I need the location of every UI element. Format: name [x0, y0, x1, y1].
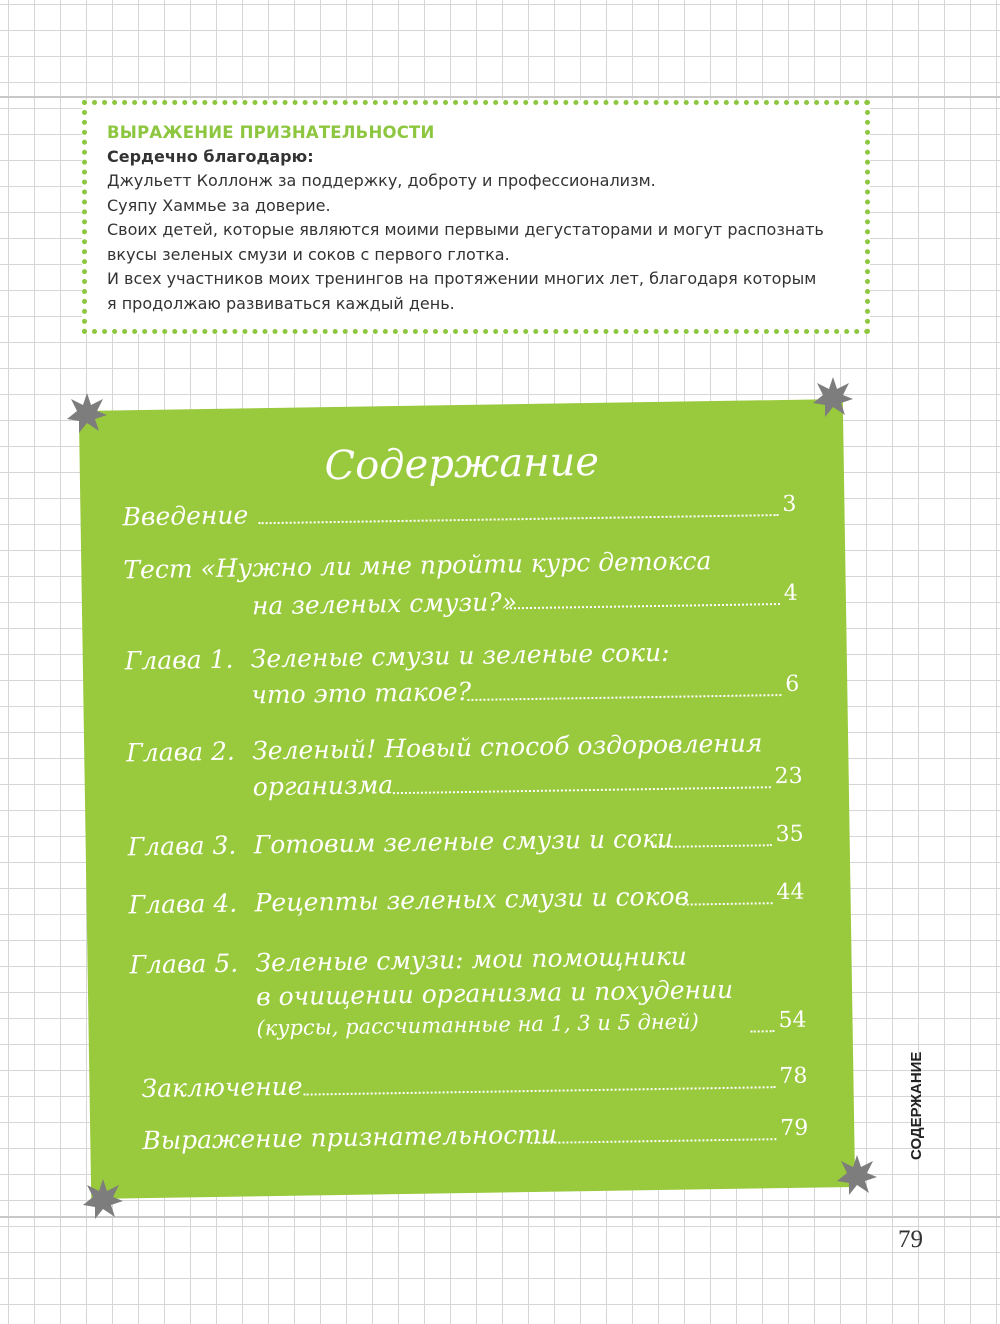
acknowledgements-subtitle: Сердечно благодарю: — [107, 147, 314, 166]
toc-page-number: 23 — [774, 763, 803, 790]
acknowledgements-line: Суяпу Хаммье за доверие. — [107, 195, 331, 215]
acknowledgements-line: вкусы зеленых смузи и соков с первого глотка. — [107, 244, 510, 264]
section-side-label: СОДЕРЖАНИЕ — [908, 1051, 925, 1160]
star-icon — [812, 376, 854, 418]
toc-entry-label: Готовим зеленые смузи и соки — [253, 823, 674, 860]
toc-chapter-label: Глава 4. — [128, 888, 238, 920]
toc-entry-label: Тест «Нужно ли мне пройти курс детокса — [123, 546, 712, 585]
toc-chapter-label: Глава 1. — [124, 644, 234, 676]
toc-page-number: 3 — [782, 491, 797, 518]
toc-entry-label: Зеленые смузи и зеленые соки: — [250, 637, 670, 674]
acknowledgements-box — [82, 100, 870, 334]
acknowledgements-line: я продолжаю развиваться каждый день. — [107, 293, 455, 313]
table-of-contents-card — [79, 399, 855, 1199]
toc-entry-label: на зеленых смузи?» — [251, 587, 518, 621]
toc-leader-dots — [530, 1138, 776, 1144]
toc-page-number: 54 — [778, 1007, 807, 1034]
toc-entry-label: Заключение — [141, 1071, 303, 1104]
toc-leader-dots — [751, 1030, 775, 1032]
acknowledgements-line: Своих детей, которые являются моими первыми дегустаторами и могут распознать — [107, 220, 824, 239]
toc-leader-dots — [304, 1086, 776, 1095]
toc-chapter-label: Глава 2. — [126, 736, 236, 768]
toc-page-number: 35 — [775, 821, 804, 848]
toc-leader-dots — [467, 694, 781, 701]
bottom-rule — [0, 1216, 1000, 1218]
toc-chapter-label: Глава 3. — [127, 830, 237, 862]
top-rule — [0, 96, 1000, 98]
toc-leader-dots — [506, 603, 780, 609]
acknowledgements-line: Джульетт Коллонж за поддержку, доброту и профессионализм. — [107, 171, 656, 190]
toc-title: Содержание — [324, 438, 600, 490]
acknowledgements-line: И всех участников моих тренингов на протяжении многих лет, благодаря которым — [107, 269, 817, 288]
toc-entry-label: организма — [252, 770, 394, 802]
toc-page-number: 6 — [785, 671, 800, 697]
acknowledgements-title: ВЫРАЖЕНИЕ ПРИЗНАТЕЛЬНОСТИ — [107, 123, 435, 142]
toc-entry-label: Введение — [122, 500, 249, 532]
star-icon — [82, 1178, 124, 1220]
toc-page-number: 4 — [783, 580, 799, 606]
toc-entry-label: Выражение признательности — [142, 1119, 558, 1156]
toc-leader-dots — [393, 786, 771, 794]
toc-page-number: 44 — [776, 879, 805, 906]
toc-leader-dots — [683, 902, 773, 905]
toc-entry-label: что это такое? — [251, 676, 472, 710]
toc-entry-label: Зеленые смузи: мои помощники — [255, 941, 688, 978]
star-icon — [836, 1154, 878, 1196]
toc-leader-dots — [259, 514, 779, 524]
toc-page-number: 78 — [779, 1063, 808, 1090]
page-number: 79 — [898, 1226, 923, 1253]
toc-page-number: 79 — [780, 1115, 809, 1142]
toc-entry-label: в очищении организма и похудении — [255, 974, 734, 1012]
toc-chapter-label: Глава 5. — [129, 948, 239, 980]
toc-entry-label: Зеленый! Новый способ оздоровления — [251, 728, 763, 766]
star-icon — [66, 392, 108, 434]
toc-entry-label: (курсы, рассчитанные на 1, 3 и 5 дней) — [256, 1009, 699, 1041]
toc-entry-label: Рецепты зеленых смузи и соков — [254, 881, 690, 918]
